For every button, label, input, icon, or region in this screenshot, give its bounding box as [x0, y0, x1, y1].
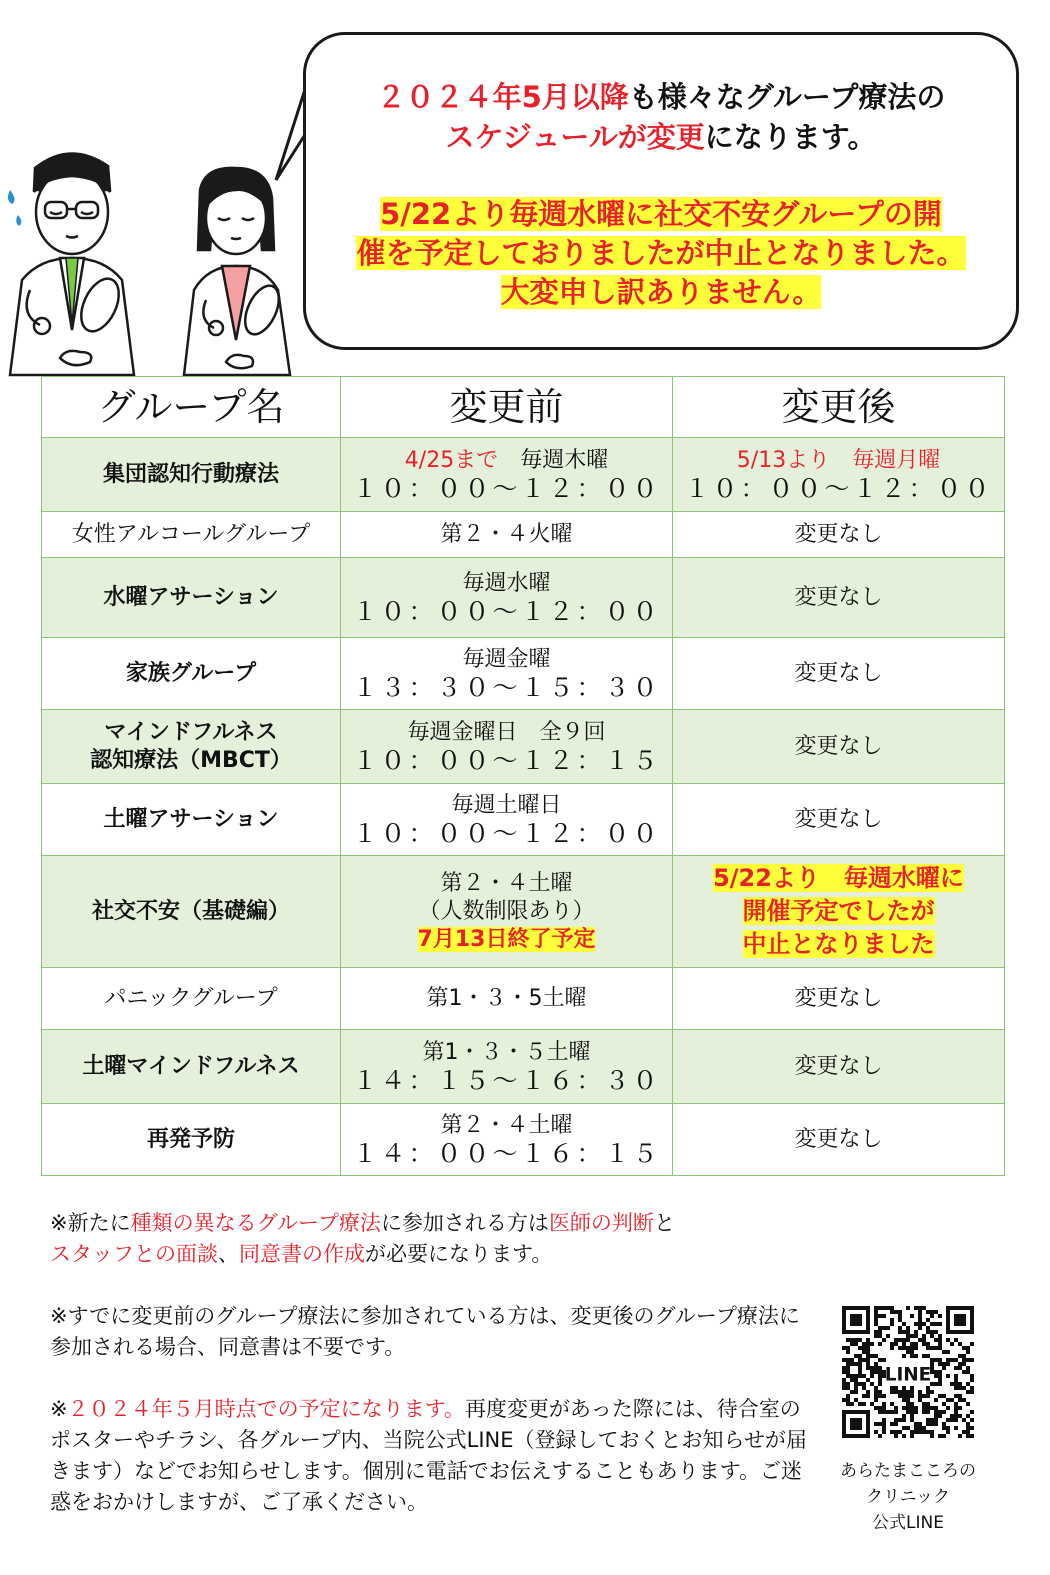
announcement-text — [306, 77, 1016, 312]
header-group-name: グループ名 — [42, 377, 341, 438]
table-row: 社交不安（基礎編） 第２・４土曜 （人数制限あり） 7月13日終了予定 5/22より 毎週水曜に 開催予定でしたが 中止となりました — [42, 856, 1005, 968]
table-row: マインドフルネス 認知療法（MBCT） 毎週金曜日 全９回 １０：００～１２：１５ 変更なし — [42, 710, 1005, 784]
header-before: 変更前 — [341, 377, 673, 438]
male-doctor-icon — [10, 153, 134, 375]
line-qr-code-icon[interactable] — [842, 1306, 974, 1438]
svg-text:LINE: LINE — [884, 1364, 932, 1386]
table-row: 土曜マインドフルネス 第1・３・５土曜 １４：１５～１６：３０ 変更なし — [42, 1030, 1005, 1104]
table-row: 集団認知行動療法 4/25まで 毎週木曜 １０：００～１２：００ 5/13より 毎週月曜 １０：００～１２：００ — [42, 438, 1005, 512]
note-2: ※すでに変更前のグループ療法に参加されている方は、変更後のグループ療法に参加される場合、同意書は不要です。 — [50, 1304, 800, 1359]
table-row: 女性アルコールグループ 第２・４火曜 変更なし — [42, 512, 1005, 558]
note-3: ※２０２４年５月時点での予定になります。再度変更があった際には、待合室のポスターやチラシ、各グループ内、当院公式LINE（登録しておくとお知らせが届きます）などでお知らせします。個別に電話でお伝えすることもあります。ご迷惑をおかけしますが、ご了承ください。 — [50, 1397, 807, 1514]
sweat-drop-icon — [8, 190, 15, 204]
table-row: 再発予防 第２・４土曜 １４：００～１６：１５ 変更なし — [42, 1104, 1005, 1176]
announcement-line-2: スケジュールが変更になります。 — [445, 120, 877, 154]
announcement-line-1: ２０２４年5月以降も様々なグループ療法の — [376, 80, 946, 114]
notes-section — [50, 1208, 820, 1549]
qr-label: あらたまこころの クリニック 公式LINE — [840, 1461, 976, 1533]
sweat-drop-icon — [16, 215, 21, 226]
table-row: 家族グループ 毎週金曜 １３：３０～１５：３０ 変更なし — [42, 638, 1005, 710]
header-after: 変更後 — [673, 377, 1005, 438]
table-header-row — [42, 377, 1005, 438]
schedule-table — [41, 376, 1005, 1176]
speech-bubble — [303, 32, 1019, 350]
cancellation-notice: 5/22より毎週水曜に社交不安グループの開 催を予定しておりましたが中止となりました。 大変申し訳ありません。 — [356, 197, 966, 309]
table-row: 水曜アサーション 毎週水曜 １０：００～１２：００ 変更なし — [42, 558, 1005, 638]
table-row: パニックグループ 第1・３・5土曜 変更なし — [42, 968, 1005, 1030]
table-row: 土曜アサーション 毎週土曜日 １０：００～１２：００ 変更なし — [42, 784, 1005, 856]
note-1: ※新たに種類の異なるグループ療法に参加される方は医師の判断と スタッフとの面談、同意書の作成が必要になります。 — [50, 1211, 675, 1266]
